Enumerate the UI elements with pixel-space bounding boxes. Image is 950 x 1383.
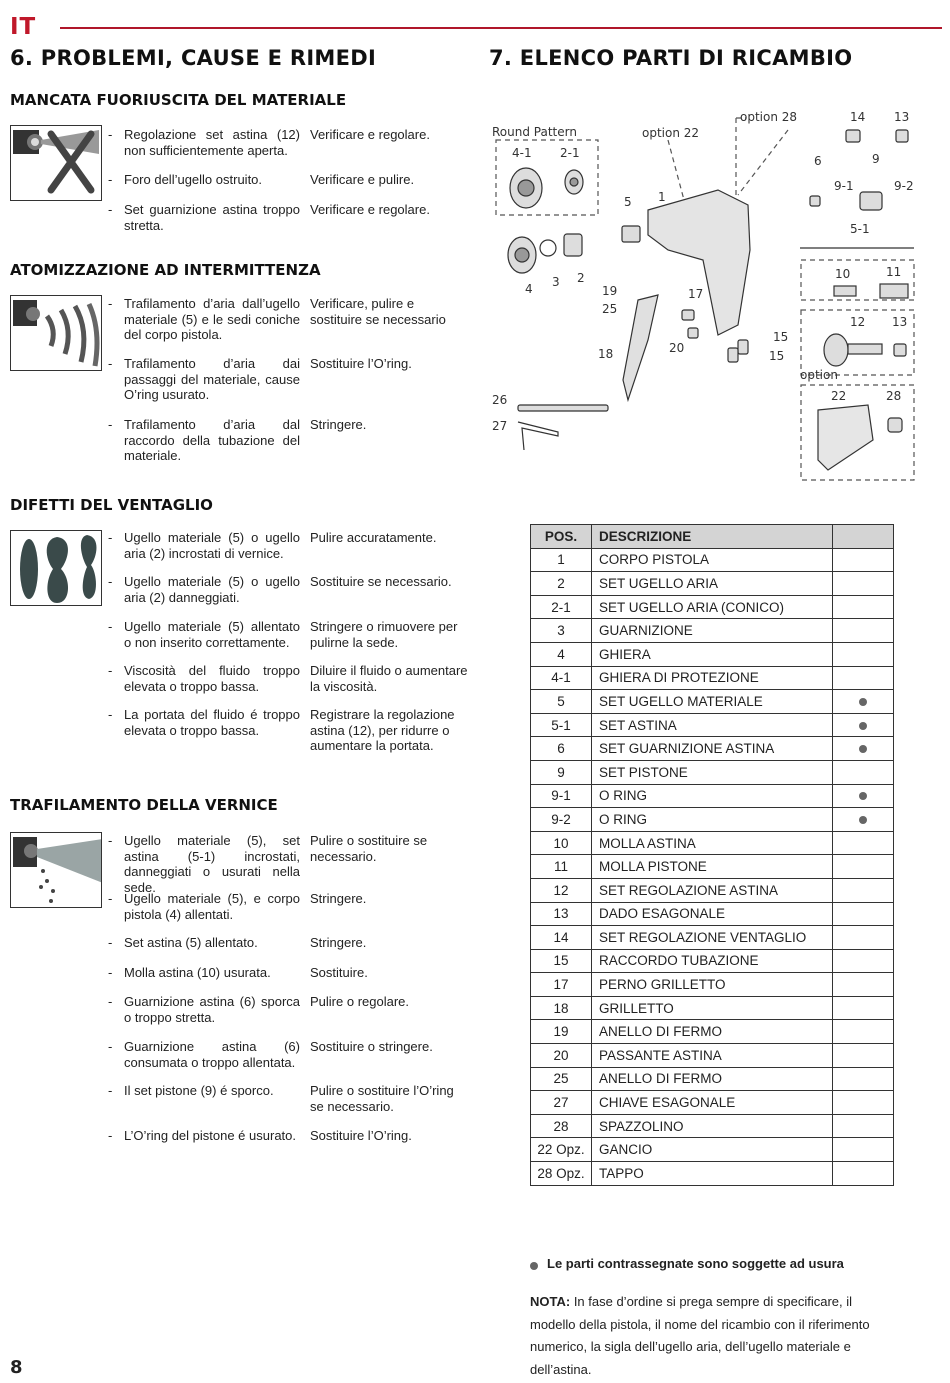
part-description: GRILLETTO — [592, 996, 833, 1020]
part-label: 25 — [602, 302, 618, 316]
part-description: SET REGOLAZIONE ASTINA — [592, 878, 833, 902]
problem-text: Molla astina (10) usurata. — [124, 965, 271, 980]
problem-text: La portata del fluido é troppo elevata o troppo bassa. — [124, 707, 300, 738]
table-row — [531, 831, 894, 855]
section-heading: ATOMIZZAZIONE AD INTERMITTENZA — [10, 261, 321, 279]
remedy-text: Sostituire. — [310, 965, 368, 980]
part-label: 20 — [669, 341, 685, 355]
part-pos: 17 — [531, 973, 592, 997]
table-row — [531, 1138, 894, 1162]
part-label: 12 — [850, 315, 866, 329]
wear-mark — [833, 808, 894, 832]
part-description: PASSANTE ASTINA — [592, 1044, 833, 1068]
part-pos: 22 Opz. — [531, 1138, 592, 1162]
table-row — [531, 1114, 894, 1138]
problem-text: Il set pistone (9) é sporco. — [124, 1083, 274, 1098]
part-pos: 10 — [531, 831, 592, 855]
part-label: 26 — [492, 393, 508, 407]
table-row — [531, 595, 894, 619]
part-label: 28 — [886, 389, 902, 403]
table-row — [531, 1067, 894, 1091]
wear-mark — [833, 666, 894, 690]
wear-mark — [833, 1162, 894, 1186]
part-label: 13 — [892, 315, 908, 329]
wear-mark — [833, 878, 894, 902]
part-label: 9-2 — [894, 179, 914, 193]
part-pos: 2 — [531, 572, 592, 596]
part-description: MOLLA ASTINA — [592, 831, 833, 855]
table-row — [531, 855, 894, 879]
wear-mark — [833, 973, 894, 997]
language-code: IT — [10, 14, 37, 40]
part-description: CHIAVE ESAGONALE — [592, 1091, 833, 1115]
problem-text: Guarnizione astina (6) sporca o troppo stretta. — [124, 994, 300, 1025]
description-header: DESCRIZIONE — [592, 525, 833, 549]
part-pos: 14 — [531, 926, 592, 950]
part-description: SET UGELLO ARIA — [592, 572, 833, 596]
table-row — [531, 760, 894, 784]
part-description: SET GUARNIZIONE ASTINA — [592, 737, 833, 761]
table-header-row — [531, 525, 894, 549]
part-pos: 2-1 — [531, 595, 592, 619]
table-row — [531, 1162, 894, 1186]
part-pos: 4-1 — [531, 666, 592, 690]
wear-mark — [833, 572, 894, 596]
option-label: option — [800, 368, 838, 382]
table-row — [531, 1020, 894, 1044]
section-heading: DIFETTI DEL VENTAGLIO — [10, 496, 213, 514]
part-description: ANELLO DI FERMO — [592, 1020, 833, 1044]
wear-mark — [833, 831, 894, 855]
part-label: 13 — [894, 110, 910, 124]
part-pos: 9 — [531, 760, 592, 784]
order-note — [530, 1291, 896, 1381]
part-pos: 13 — [531, 902, 592, 926]
part-pos: 6 — [531, 737, 592, 761]
troubleshooting-title: 6. PROBLEMI, CAUSE E RIMEDI — [10, 46, 377, 70]
wear-mark — [833, 1138, 894, 1162]
part-pos: 9-2 — [531, 808, 592, 832]
part-pos: 28 Opz. — [531, 1162, 592, 1186]
table-row — [531, 926, 894, 950]
part-pos: 27 — [531, 1091, 592, 1115]
part-label: 14 — [850, 110, 866, 124]
legend-text: Le parti contrassegnate sono soggette ad usura — [547, 1256, 844, 1271]
part-label: 10 — [835, 267, 851, 281]
part-description: TAPPO — [592, 1162, 833, 1186]
problem-list: - Ugello materiale (5), set astina (5-1) incrostati, danneggiati o usurati nella sede. Pulire o sostituire se necessario. - Ugello materiale (5), e corpo pistola (4) allentati. Stringere. - Set astina (5) allentato. Stringere. - Molla astina (10) usurata. Sostituire. - Guarnizione astina (6) sporca o troppo stretta. Pulire o regolare. - Guarnizione astina (6) consumata o troppo allentata. Sostituire o stringere. - Il set pistone (9) é sporco. Pulire o sostituire l’O’ring se necessario. - L’O’ring del pistone é usurato. Sostituire l’O’ring. — [0, 833, 480, 1153]
part-label: 19 — [602, 284, 618, 298]
remedy-text: Verificare e pulire. — [310, 172, 415, 187]
problem-text: Trafilamento d’aria dal raccordo della tubazione del materiale. — [124, 417, 300, 463]
pos-header: POS. — [531, 525, 592, 549]
remedy-text: Stringere o rimuovere per pulirne la sede. — [310, 619, 458, 650]
wear-mark — [833, 1114, 894, 1138]
table-row — [531, 619, 894, 643]
wear-mark — [833, 548, 894, 572]
header-rule — [60, 27, 942, 29]
table-row — [531, 666, 894, 690]
problem-text: Ugello materiale (5) allentato o non inserito correttamente. — [124, 619, 300, 650]
problem-text: Ugello materiale (5) o ugello aria (2) danneggiati. — [124, 574, 300, 605]
remedy-text: Sostituire l’O’ring. — [310, 356, 412, 371]
part-pos: 15 — [531, 949, 592, 973]
wear-dot-icon — [859, 698, 867, 706]
part-pos: 3 — [531, 619, 592, 643]
problem-text: L’O’ring del pistone é usurato. — [124, 1128, 296, 1143]
part-pos: 5-1 — [531, 713, 592, 737]
part-label: 15 — [769, 349, 785, 363]
part-description: O RING — [592, 784, 833, 808]
part-description: PERNO GRILLETTO — [592, 973, 833, 997]
part-description: CORPO PISTOLA — [592, 548, 833, 572]
part-label: 2 — [577, 271, 585, 285]
remedy-text: Verificare e regolare. — [310, 127, 430, 142]
wear-mark — [833, 1020, 894, 1044]
part-label: 2-1 — [560, 146, 580, 160]
part-pos: 11 — [531, 855, 592, 879]
wear-mark — [833, 949, 894, 973]
table-row — [531, 642, 894, 666]
remedy-text: Sostituire se necessario. — [310, 574, 452, 589]
problem-text: Regolazione set astina (12) non sufficientemente aperta. — [124, 127, 300, 158]
part-label: 11 — [886, 265, 902, 279]
remedy-text: Verificare, pulire e sostituire se necessario — [310, 296, 446, 327]
note-text: In fase d’ordine si prega sempre di specificare, il modello della pistola, il nome del ricambio con il riferimento numerico, la sigla dell’ugello aria, dell’ugello materiale e dell’astina. — [530, 1294, 870, 1377]
table-row — [531, 949, 894, 973]
problem-list: - Regolazione set astina (12) non sufficientemente aperta. Verificare e regolare. - Foro dell’ugello ostruito. Verificare e pulire. - Set guarnizione astina troppo stretta. Verificare e regolare. — [0, 127, 480, 227]
part-label: 4 — [525, 282, 533, 296]
table-row — [531, 1044, 894, 1068]
wear-mark — [833, 595, 894, 619]
part-label: 17 — [688, 287, 704, 301]
part-pos: 4 — [531, 642, 592, 666]
wear-dot-icon — [859, 745, 867, 753]
part-description: SET UGELLO MATERIALE — [592, 690, 833, 714]
remedy-text: Stringere. — [310, 417, 367, 432]
problem-text: Trafilamento d’aria dai passaggi del materiale, cause O’ring usurato. — [124, 356, 300, 402]
problem-text: Guarnizione astina (6) consumata o troppo allentata. — [124, 1039, 300, 1070]
part-description: SET PISTONE — [592, 760, 833, 784]
remedy-text: Stringere. — [310, 935, 367, 950]
part-label: 22 — [831, 389, 847, 403]
wear-mark — [833, 713, 894, 737]
wear-mark — [833, 1091, 894, 1115]
wear-mark — [833, 690, 894, 714]
part-description: RACCORDO TUBAZIONE — [592, 949, 833, 973]
problem-text: Viscosità del fluido troppo elevata o troppo bassa. — [124, 663, 300, 694]
problem-text: Ugello materiale (5), e corpo pistola (4) allentati. — [124, 891, 300, 922]
part-label: 18 — [598, 347, 614, 361]
part-label: 5-1 — [850, 222, 870, 236]
wear-dot-icon — [859, 816, 867, 824]
remedy-text: Sostituire o stringere. — [310, 1039, 433, 1054]
problem-list: - Trafilamento d’aria dall’ugello materiale (5) e le sedi coniche del corpo pistola. Verificare, pulire e sostituire se necessario - Trafilamento d’aria dai passaggi del materiale, cause O’ring usurato. Sostituire l’O’ring. - Trafilamento d’aria dal raccordo della tubazione del materiale. Stringere. — [0, 296, 480, 466]
part-pos: 25 — [531, 1067, 592, 1091]
table-row — [531, 808, 894, 832]
part-pos: 18 — [531, 996, 592, 1020]
part-description: ANELLO DI FERMO — [592, 1067, 833, 1091]
part-pos: 20 — [531, 1044, 592, 1068]
table-row — [531, 902, 894, 926]
problem-list: - Ugello materiale (5) o ugello aria (2) incrostati di vernice. Pulire accuratamente. - Ugello materiale (5) o ugello aria (2) danneggiati. Sostituire se necessario. - Ugello materiale (5) allentato o non inserito correttamente. Stringere o rimuovere per pulirne la sede. - Viscosità del fluido troppo elevata o troppo bassa. Diluire il fluido o aumentare la viscosità. - La portata del fluido é troppo elevata o troppo bassa. Registrare la regolazione astina (12), per ridurre o aumentare la portata. — [108, 530, 468, 753]
part-description: GANCIO — [592, 1138, 833, 1162]
wear-mark — [833, 855, 894, 879]
wear-header — [833, 525, 894, 549]
wear-dot-icon — [859, 722, 867, 730]
part-label: 9-1 — [834, 179, 854, 193]
wear-mark — [833, 784, 894, 808]
page-number: 8 — [10, 1357, 23, 1378]
parts-table-body — [531, 548, 894, 1185]
table-row — [531, 690, 894, 714]
wear-mark — [833, 737, 894, 761]
part-label: 6 — [814, 154, 822, 168]
remedy-text: Stringere. — [310, 891, 367, 906]
round-pattern-label: Round Pattern — [492, 125, 577, 139]
remedy-text: Pulire o regolare. — [310, 994, 409, 1009]
part-pos: 19 — [531, 1020, 592, 1044]
part-description: GHIERA DI PROTEZIONE — [592, 666, 833, 690]
part-label: 1 — [658, 190, 666, 204]
table-row — [531, 878, 894, 902]
spare-parts-title: 7. ELENCO PARTI DI RICAMBIO — [489, 46, 853, 70]
part-label: 4-1 — [512, 146, 532, 160]
option-22-label: option 22 — [642, 126, 700, 140]
wear-mark — [833, 760, 894, 784]
problem-text: Ugello materiale (5) o ugello aria (2) incrostati di vernice. — [124, 530, 300, 561]
remedy-text: Pulire accuratamente. — [310, 530, 437, 545]
remedy-text: Diluire il fluido o aumentare la viscosità. — [310, 663, 468, 694]
wear-mark — [833, 902, 894, 926]
part-label: 9 — [872, 152, 880, 166]
part-description: MOLLA PISTONE — [592, 855, 833, 879]
part-description: SET UGELLO ARIA (CONICO) — [592, 595, 833, 619]
table-row — [531, 572, 894, 596]
part-description: GUARNIZIONE — [592, 619, 833, 643]
part-pos: 1 — [531, 548, 592, 572]
part-label: 27 — [492, 419, 508, 433]
spare-parts-table — [530, 524, 894, 1186]
table-row — [531, 1091, 894, 1115]
problem-text: Set guarnizione astina troppo stretta. — [124, 202, 300, 233]
wear-mark — [833, 1067, 894, 1091]
table-row — [531, 713, 894, 737]
part-pos: 5 — [531, 690, 592, 714]
table-row — [531, 973, 894, 997]
part-description: SET ASTINA — [592, 713, 833, 737]
exploded-parts-diagram — [488, 100, 942, 485]
part-label: 15 — [773, 330, 789, 344]
remedy-text: Pulire o sostituire se necessario. — [310, 833, 428, 864]
part-label: 3 — [552, 275, 560, 289]
note-label: NOTA: — [530, 1294, 571, 1309]
table-row — [531, 784, 894, 808]
wear-dot-icon — [859, 792, 867, 800]
remedy-text: Pulire o sostituire l’O’ring se necessario. — [310, 1083, 454, 1114]
wear-mark — [833, 926, 894, 950]
wear-mark — [833, 996, 894, 1020]
part-description: O RING — [592, 808, 833, 832]
problem-text: Trafilamento d’aria dall’ugello materiale (5) e le sedi coniche del corpo pistola. — [124, 296, 300, 342]
table-row — [531, 548, 894, 572]
remedy-text: Sostituire l’O’ring. — [310, 1128, 412, 1143]
section-heading: MANCATA FUORIUSCITA DEL MATERIALE — [10, 91, 347, 109]
wear-mark — [833, 619, 894, 643]
part-pos: 12 — [531, 878, 592, 902]
part-description: SPAZZOLINO — [592, 1114, 833, 1138]
table-row — [531, 996, 894, 1020]
part-label: 5 — [624, 195, 632, 209]
problem-text: Ugello materiale (5), set astina (5-1) incrostati, danneggiati o usurati nella sede. — [124, 833, 300, 895]
wear-dot-icon — [530, 1262, 538, 1270]
part-pos: 28 — [531, 1114, 592, 1138]
problem-text: Foro dell’ugello ostruito. — [124, 172, 263, 187]
wear-mark — [833, 642, 894, 666]
option-28-label: option 28 — [740, 110, 798, 124]
remedy-text: Verificare e regolare. — [310, 202, 430, 217]
section-heading: TRAFILAMENTO DELLA VERNICE — [10, 796, 278, 814]
remedy-text: Registrare la regolazione astina (12), per ridurre o aumentare la portata. — [310, 707, 455, 753]
part-description: SET REGOLAZIONE VENTAGLIO — [592, 926, 833, 950]
problem-text: Set astina (5) allentato. — [124, 935, 258, 950]
part-pos: 9-1 — [531, 784, 592, 808]
wear-mark — [833, 1044, 894, 1068]
part-description: DADO ESAGONALE — [592, 902, 833, 926]
part-description: GHIERA — [592, 642, 833, 666]
table-row — [531, 737, 894, 761]
